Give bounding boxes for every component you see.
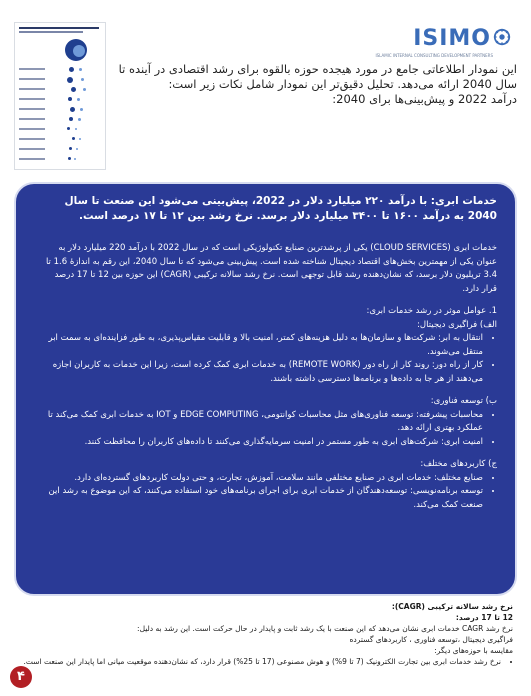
factors-title: 1. عوامل موثر در رشد خدمات ابری: [366,306,497,316]
isimo-logo [375,22,515,64]
list-item: • صنایع مختلف: خدمات ابری در صنایع مختلفی مانند سلامت، آموزش، تجارت، و حتی دولت کاربردهای گسترده‌ای دارد. [38,472,483,486]
panel-headline: خدمات ابری: با درآمد ۲۲۰ میلیارد دلار در 2022، پیش‌بینی می‌شود این صنعت تا سال 2040 به درآمد ۱۶۰۰ تا ۳۴۰۰ میلیارد دلار برسد. نرخ رشد بین ۱۲ تا ۱۷ درصد است. [64,195,497,222]
cagr-text: نرخ رشد CAGR خدمات ابری نشان می‌دهد که این صنعت با یک رشد ثابت و پایدار در حال حرکت است. این رشد به دلیل: [137,624,513,633]
logo-emblem-icon [493,28,511,46]
intro-text [116,62,517,107]
intro-paragraph: این نمودار اطلاعاتی جامع در مورد هیجده حوزه بالقوه برای رشد اقتصادی در آینده تا سال 2040 ارائه می‌دهد. تحلیل دقیق‌تر این نمودار شامل نکات زیر است: [118,62,517,91]
section-be-title: ب) توسعه فناوری: [430,396,497,406]
list-item: • کار از راه دور: روند کار از راه دور (REMOTE WORK) به خدمات ابری کمک کرده است، زیرا این خدمات به کاربران اجازه می‌دهند از هر جا به داده‌ها و برنامه‌ها دسترسی داشته باشند. [38,359,483,386]
section-alef-title: الف) فراگیری دیجیتال: [417,319,497,330]
cagr-title: نرخ رشد سالانه ترکیبی (CAGR): [391,602,513,611]
list-item: • انتقال به ابر: شرکت‌ها و سازمان‌ها به دلیل هزینه‌های کمتر، امنیت بالا و قابلیت مقیاس‌پذیری، به طور فزاینده‌ای به سمت ابر منتقل می‌شوند. [38,332,483,359]
section-alef-list [38,332,497,386]
page-number-badge: ۴ [10,666,32,688]
list-item: • محاسبات پیشرفته: توسعه فناوری‌های مثل محاسبات کوانتومی، EDGE COMPUTING و IOT به خدمات ابری کمک می‌کند تا عملکرد بهتری ارائه دهد. [38,409,483,436]
logo-tagline: ISLAMIC INTERNAL CONSULTING DEVELOPMENT PARTNERS [375,53,493,58]
cagr-factors-line: فراگیری دیجیتال ،توسعه فناوری ، کاربردهای گسترده [349,635,513,644]
list-item: • نرخ رشد خدمات ابری بین تجارت الکترونیک (7 تا 9%) و هوش مصنوعی (17 تا 25%) قرار دارد، که نشان‌دهنده موقعیت میانی اما پایدار این صنعت است. [14,656,501,667]
panel-body [38,242,497,512]
list-item: • توسعه برنامه‌نویسی: توسعه‌دهندگان از خدمات ابری برای اجرای برنامه‌های خود استفاده می‌کنند، که این موضوع به رشد این صنعت کمک می‌کند. [38,485,483,512]
section-be-list [38,409,497,450]
section-jim-title: ج) کاربردهای مختلف: [420,459,497,469]
comparison-title: مقایسه با حوزه‌های دیگر: [434,646,513,655]
section-jim-list [38,472,497,513]
comparison-list [14,656,513,667]
logo-wordmark: ISIMO [413,26,491,51]
cagr-section [14,601,513,667]
cloud-services-panel [14,182,517,596]
chart-thumbnail-image [14,22,106,170]
intro-subheading: درآمد 2022 و پیش‌بینی‌ها برای 2040: [332,92,517,106]
cagr-range: 12 تا 17 درصد: [455,613,513,622]
list-item: • امنیت ابری: شرکت‌های ابری به طور مستمر در امنیت سرمایه‌گذاری می‌کنند تا داده‌های کاربران را محافظت کنند. [38,436,483,450]
panel-intro-paragraph: خدمات ابری (CLOUD SERVICES) یکی از پرشدترین صنایع تکنولوژیکی است که در سال 2022 با درآمد 220 میلیارد دلار به عنوان یکی از مهمترین بخش‌های اقتصاد دیجیتال شناخته شده است. پیش‌بینی می‌شود که تا سال 2040، این رقم به اندازهٔ 1.6 تا 3.4 تریلیون دلار برسد، که نشان‌دهنده رشد قابل توجهی است. نرخ رشد سالانه ترکیبی (CAGR) این حوزه بین 12 تا 17 درصد قرار دارد. [45,243,497,294]
